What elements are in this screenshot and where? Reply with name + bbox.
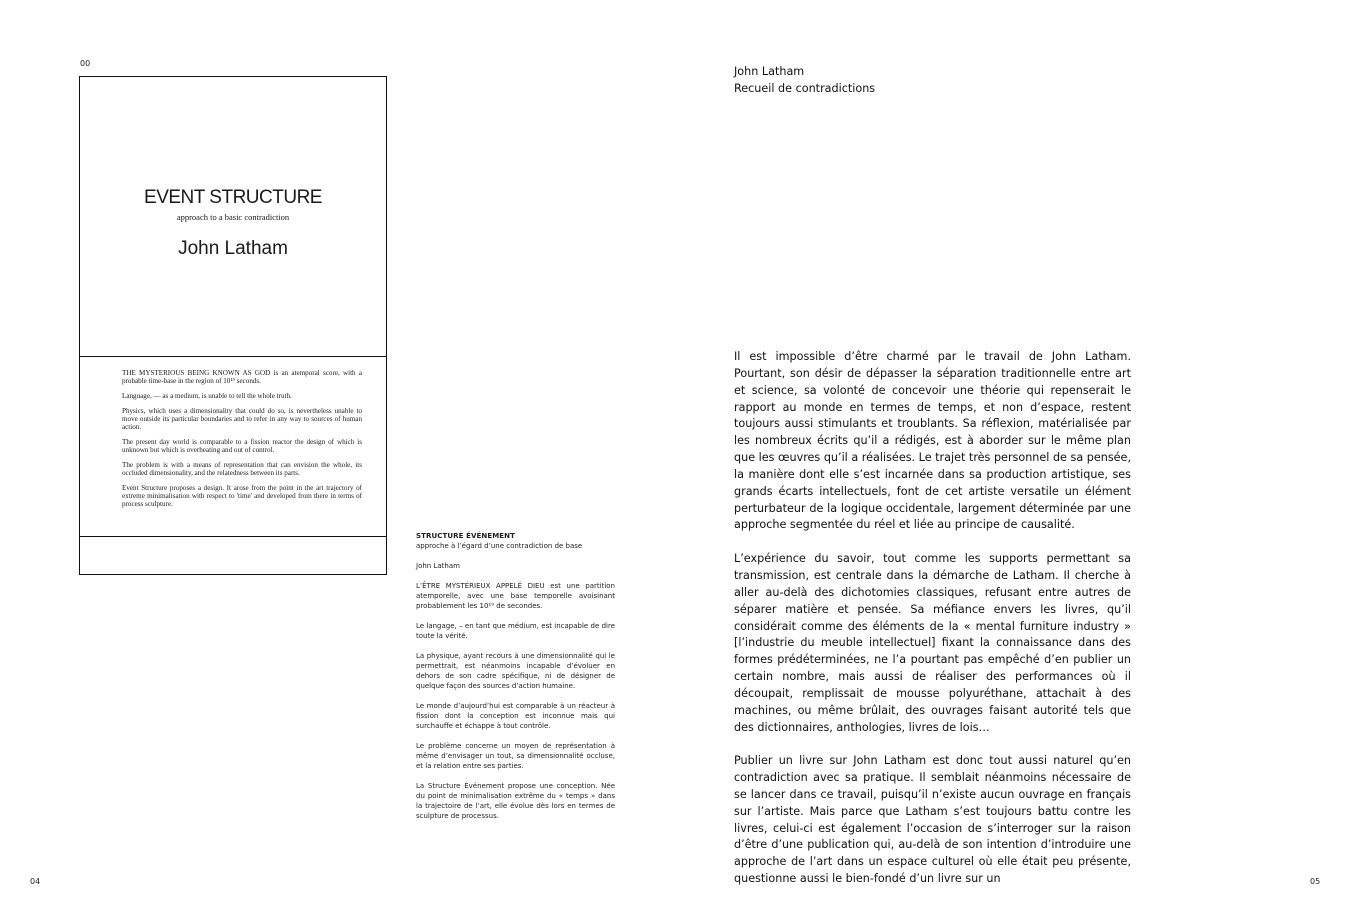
header-title: Recueil de contradictions: [734, 82, 876, 95]
translation-caption: [416, 531, 615, 831]
figure-subtitle: approach to a basic contradiction: [176, 212, 290, 222]
chapter-header: [734, 63, 875, 97]
translation-paragraph: Le langage, – en tant que médium, est incapable de dire toute la vérité.: [416, 622, 615, 640]
translation-paragraph: L’ÊTRE MYSTÉRIEUX APPELÉ DIEU est une partition atemporelle, avec une base temporelle avoisinant probablement les 10¹⁹ de secondes.: [416, 582, 615, 610]
figure-paragraph: The problem is with a means of representation that can envision the whole, its occluded dimensionality, and the relatedness between its parts.: [122, 461, 362, 477]
figure-title: EVENT STRUCTURE: [144, 187, 322, 208]
figure-paragraph: Event Structure proposes a design. It arose from the point in the art trajectory of extreme minimalisation with respect to 'time' and developed from there in terms of process sculpture.: [122, 484, 362, 508]
body-paragraph: L’expérience du savoir, tout comme les supports permettant sa transmission, est centrale dans la démarche de Latham. Il cherche à aller au-delà des dichotomies classiques, refusant entre autres de séparer matière et pensée. Sa méfiance envers les livres, qu’il considérait comme des éléments de la « mental furniture industry » [l’industrie du meuble intellectuel] fixant la connaissance dans des formes prédéterminées, ne l’a pourtant pas empêché d’en publier un certain nombre, mais aussi de réaliser des performances où il découpait, remplissait de mousse polyuréthane, attachait à des machines, ou même brûlait, des ouvrages faisant autorité tels que des dictionnaires, anthologies, livres de lois…: [734, 552, 1131, 734]
figure-divider-bottom: [80, 536, 386, 537]
body-text: [734, 349, 1131, 905]
header-author: John Latham: [734, 65, 805, 78]
figure-author: John Latham: [178, 238, 288, 259]
figure-number: 00: [80, 59, 91, 68]
figure-paragraph: Language, — as a medium, is unable to tell the whole truth.: [122, 392, 292, 400]
translation-title: STRUCTURE ÉVÉNEMENT: [416, 532, 515, 540]
translation-author: John Latham: [416, 562, 460, 570]
translation-subtitle: approche à l’égard d’une contradiction de base: [416, 542, 583, 550]
page-number-right: 05: [1310, 877, 1321, 886]
event-structure-figure: [79, 76, 387, 575]
translation-paragraph: Le problème concerne un moyen de représentation à même d’envisager un tout, sa dimensionnalité occluse, et la relation entre ses parties.: [416, 742, 615, 770]
translation-paragraph: Le monde d’aujourd’hui est comparable à un réacteur à fission dont la conception est inconnue mais qui surchauffe et échappe à tout contrôle.: [416, 702, 615, 730]
figure-text: [122, 369, 362, 515]
figure-divider-top: [80, 356, 386, 357]
translation-paragraph: La physique, ayant recours à une dimensionnalité qui le permettrait, est néanmoins incapable d’évoluer en dehors de son cadre spécifique, ni de désigner de quelque façon des sources d’action humaine.: [416, 652, 615, 690]
translation-paragraph: La Structure Événement propose une conception. Née du point de minimalisation extrême du « temps » dans la trajectoire de l’art, elle évolue dès lors en termes de sculpture de processus.: [416, 782, 615, 820]
page-number-left: 04: [30, 877, 41, 886]
figure-paragraph: Physics, which uses a dimensionality that could do so, is nevertheless unable to move outside its particular boundaries and to refer in any way to sources of human action.: [122, 407, 362, 431]
body-paragraph: Publier un livre sur John Latham est donc tout aussi naturel qu’en contradiction avec sa pratique. Il semblait néanmoins nécessaire de se lancer dans ce travail, puisqu’il n’existe aucun ouvrage en français sur l’artiste. Mais parce que Latham s’est toujours battu contre les livres, celui-ci est également l’occasion de s’interroger sur la raison d’être d’une publication qui, au-delà de son intention d’introduire une approche de l’art dans un espace culturel où elle était peu présente, questionne aussi le bien-fondé d’un livre sur un: [734, 754, 1131, 886]
figure-paragraph: The present day world is comparable to a fission reactor the design of which is unknown but which is overheating and out of control.: [122, 438, 362, 454]
body-paragraph: Il est impossible d’être charmé par le travail de John Latham. Pourtant, son désir de dépasser la séparation traditionnelle entre art et science, sa volonté de concevoir une théorie qui repenserait le rapport au monde en termes de temps, et non d’espace, restent toujours aussi stimulants et troublants. Sa réflexion, matérialisée par les nombreux écrits qu’il a rédigés, est à aborder sur le même plan que les œuvres qu’il a réalisées. Le trajet très personnel de sa pensée, la manière dont elle s’est incarnée dans sa production artistique, ses grands écarts intellectuels, font de cet artiste versatile un élément perturbateur de la logique occidentale, largement déterminée par une approche segmentée du réel et liée au principe de causalité.: [734, 350, 1131, 532]
figure-paragraph: THE MYSTERIOUS BEING KNOWN AS GOD is an atemporal score, with a probable time-base in the region of 10¹⁹ seconds.: [122, 369, 362, 385]
